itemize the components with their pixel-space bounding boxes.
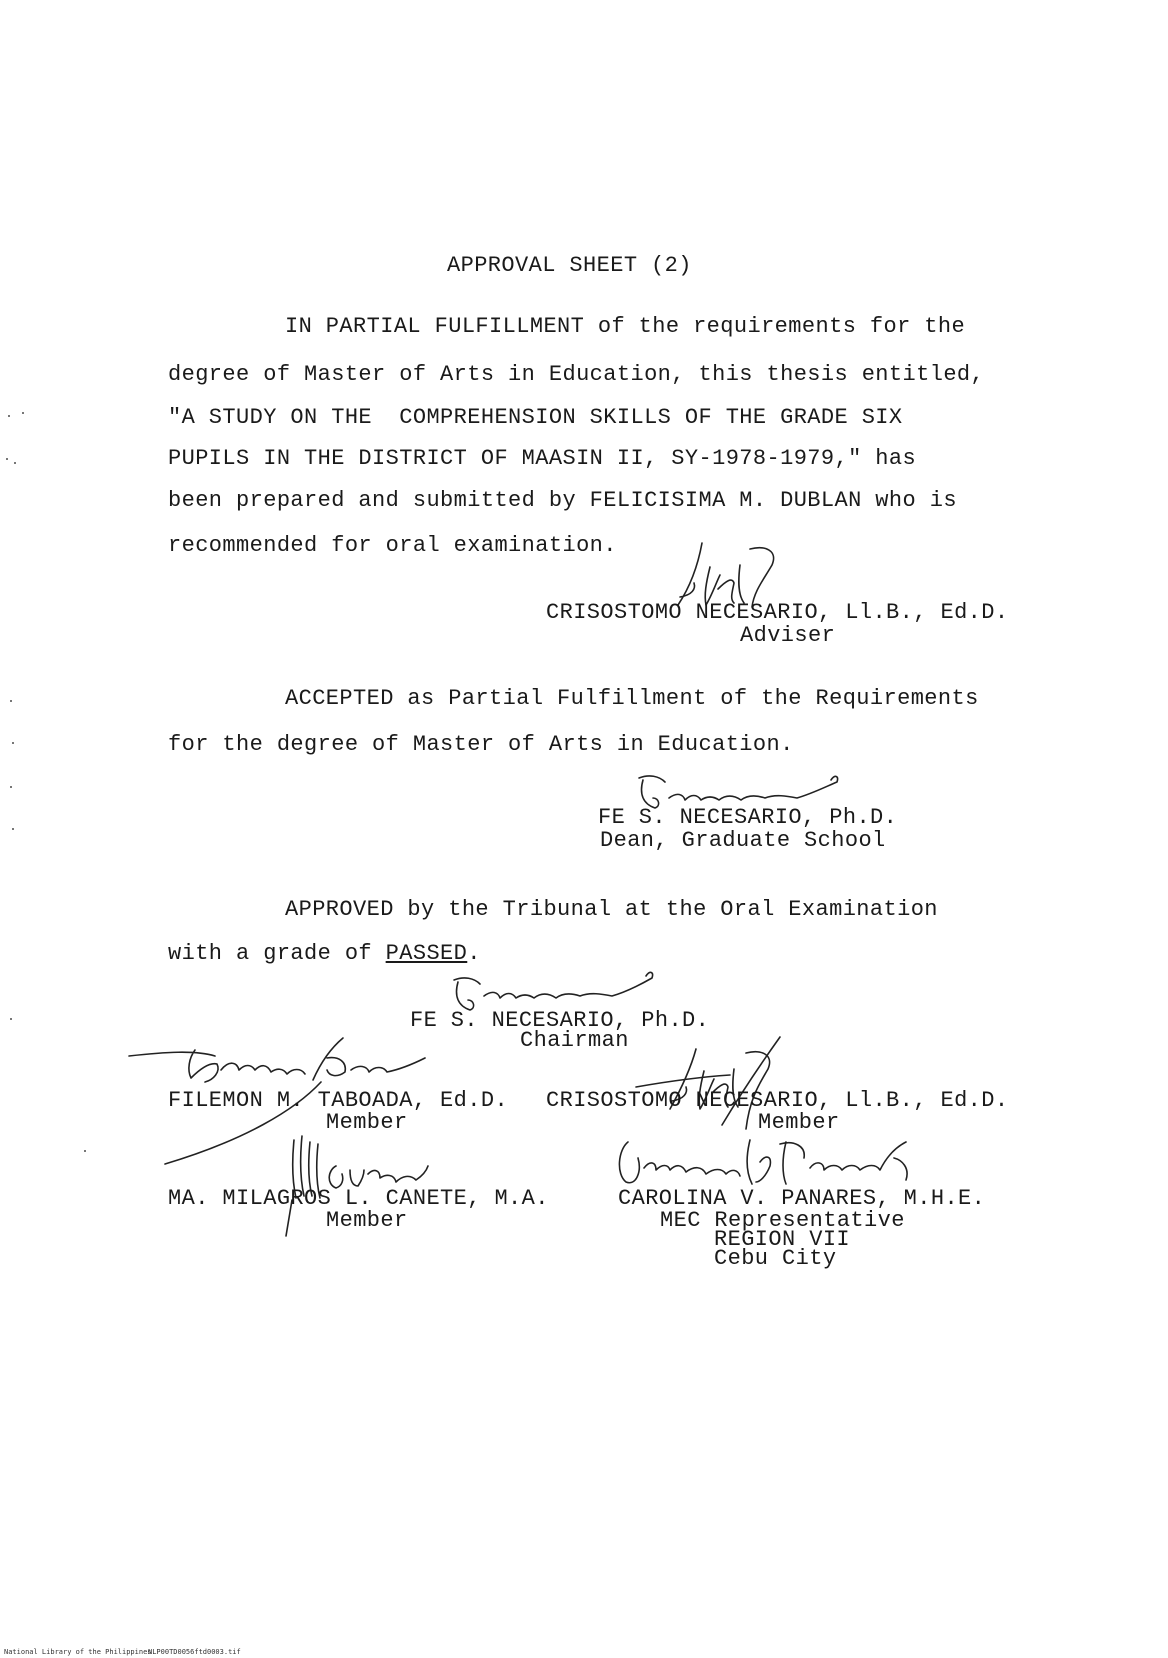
intro-line-1: IN PARTIAL FULFILLMENT of the requirements for the — [285, 314, 966, 339]
scan-speck — [6, 458, 8, 460]
member-panares-name: CAROLINA V. PANARES, M.H.E. — [618, 1186, 986, 1211]
scan-speck — [12, 742, 14, 744]
scan-speck — [10, 1018, 12, 1020]
approved-line-2-suffix: . — [467, 941, 481, 966]
intro-line-6: recommended for oral examination. — [168, 533, 617, 558]
member-necesario-role: Member — [758, 1110, 840, 1135]
approved-line-1: APPROVED by the Tribunal at the Oral Examination — [285, 897, 938, 922]
scan-speck — [84, 1150, 86, 1152]
chairman-name: FE S. NECESARIO, Ph.D. — [410, 1008, 710, 1033]
scan-speck — [8, 415, 10, 417]
intro-line-5: been prepared and submitted by FELICISIMA M. DUBLAN who is — [168, 488, 957, 513]
scan-speck — [14, 462, 16, 464]
accepted-line-2: for the degree of Master of Arts in Education. — [168, 732, 794, 757]
dean-name: FE S. NECESARIO, Ph.D. — [598, 805, 898, 830]
member-panares-role: MEC Representative — [660, 1208, 905, 1233]
member-canete-name: MA. MILAGROS L. CANETE, M.A. — [168, 1186, 549, 1211]
member-taboada-role: Member — [326, 1110, 408, 1135]
intro-line-3: "A STUDY ON THE COMPREHENSION SKILLS OF THE GRADE SIX — [168, 405, 903, 430]
approved-line-2-prefix: with a grade of — [168, 941, 386, 966]
chairman-role: Chairman — [520, 1028, 629, 1053]
footer-file-id: NLP00TD0056ftd0003.tif — [148, 1648, 241, 1656]
member-canete-role: Member — [326, 1208, 408, 1233]
adviser-role: Adviser — [740, 623, 836, 648]
intro-line-2: degree of Master of Arts in Education, this thesis entitled, — [168, 362, 985, 387]
member-necesario-name: CRISOSTOMO NECESARIO, Ll.B., Ed.D. — [546, 1088, 1009, 1113]
intro-line-4: PUPILS IN THE DISTRICT OF MAASIN II, SY-1978-1979," has — [168, 446, 917, 471]
dean-role: Dean, Graduate School — [600, 828, 886, 853]
page-title: APPROVAL SHEET (2) — [447, 253, 692, 278]
adviser-name: CRISOSTOMO NECESARIO, Ll.B., Ed.D. — [546, 600, 1009, 625]
scan-speck — [22, 412, 24, 414]
scan-speck — [10, 786, 12, 788]
member-taboada-name: FILEMON M. TABOADA, Ed.D. — [168, 1088, 509, 1113]
scan-speck — [12, 828, 14, 830]
approved-line-2 — [168, 941, 481, 967]
accepted-line-1: ACCEPTED as Partial Fulfillment of the Requirements — [285, 686, 979, 711]
member-panares-region: REGION VII — [714, 1227, 851, 1252]
grade-passed: PASSED — [385, 941, 468, 966]
scan-speck — [10, 700, 12, 702]
footer-library-name: National Library of the Philippines — [4, 1648, 152, 1656]
member-panares-city: Cebu City — [714, 1246, 837, 1271]
